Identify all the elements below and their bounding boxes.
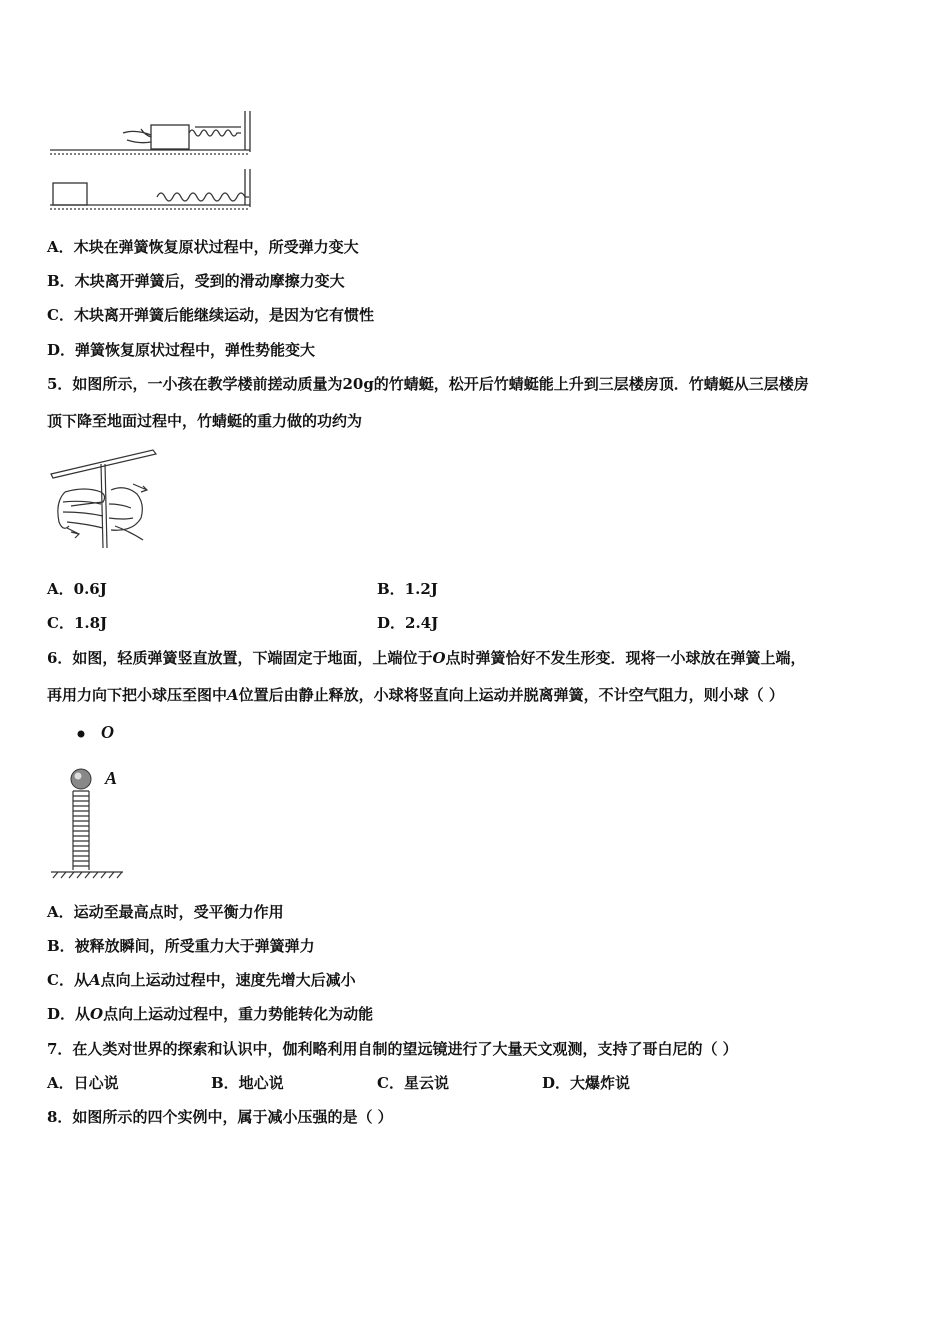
q7-option-a: A．日心说 xyxy=(47,1074,119,1092)
q5-stem-line2: 顶下降至地面过程中，竹蜻蜓的重力做的功约为 xyxy=(47,412,363,430)
q6-stem-line2: 再用力向下把小球压至图中A位置后由静止释放，小球将竖直向上运动并脱离弹簧，不计空气阻力，则小球（ ） xyxy=(47,686,784,704)
q6-option-d: D．从O点向上运动过程中，重力势能转化为动能 xyxy=(47,1005,374,1023)
label-a: A xyxy=(105,768,118,788)
q7-option-b: B．地心说 xyxy=(211,1074,284,1092)
q6-stem-line1: 6．如图，轻质弹簧竖直放置，下端固定于地面，上端位于O点时弹簧恰好不发生形变．现将一小球放在弹簧上端， xyxy=(47,649,806,667)
label-o: O xyxy=(101,722,114,742)
q7-stem: 7．在人类对世界的探索和认识中，伽利略利用自制的望远镜进行了大量天文观测，支持了哥白尼的（ ） xyxy=(47,1040,738,1058)
q4-option-a: A．木块在弹簧恢复原状过程中，所受弹力变大 xyxy=(47,238,359,256)
q4-option-d: D．弹簧恢复原状过程中，弹性势能变大 xyxy=(47,341,316,359)
block-spring-figure xyxy=(45,105,260,215)
q5-option-b: B．1.2J xyxy=(377,580,438,598)
spring-ball-figure xyxy=(45,716,135,882)
bamboo-dragonfly-figure xyxy=(45,440,160,552)
q7-option-d: D．大爆炸说 xyxy=(542,1074,631,1092)
q4-option-c: C．木块离开弹簧后能继续运动，是因为它有惯性 xyxy=(47,306,374,324)
q5-stem-line1: 5．如图所示，一小孩在教学楼前搓动质量为20g的竹蜻蜓，松开后竹蜻蜓能上升到三层楼房顶．竹蜻蜓从三层楼房 xyxy=(47,375,809,393)
q5-option-d: D．2.4J xyxy=(377,614,439,632)
q4-option-b: B．木块离开弹簧后，受到的滑动摩擦力变大 xyxy=(47,272,345,290)
q7-option-c: C．星云说 xyxy=(377,1074,449,1092)
q5-option-a: A．0.6J xyxy=(47,580,107,598)
q8-stem: 8．如图所示的四个实例中，属于减小压强的是（ ） xyxy=(47,1108,393,1126)
q6-option-c: C．从A点向上运动过程中，速度先增大后减小 xyxy=(47,971,356,989)
q6-option-a: A．运动至最高点时，受平衡力作用 xyxy=(47,903,284,921)
q5-option-c: C．1.8J xyxy=(47,614,108,632)
q6-option-b: B．被释放瞬间，所受重力大于弹簧弹力 xyxy=(47,937,315,955)
